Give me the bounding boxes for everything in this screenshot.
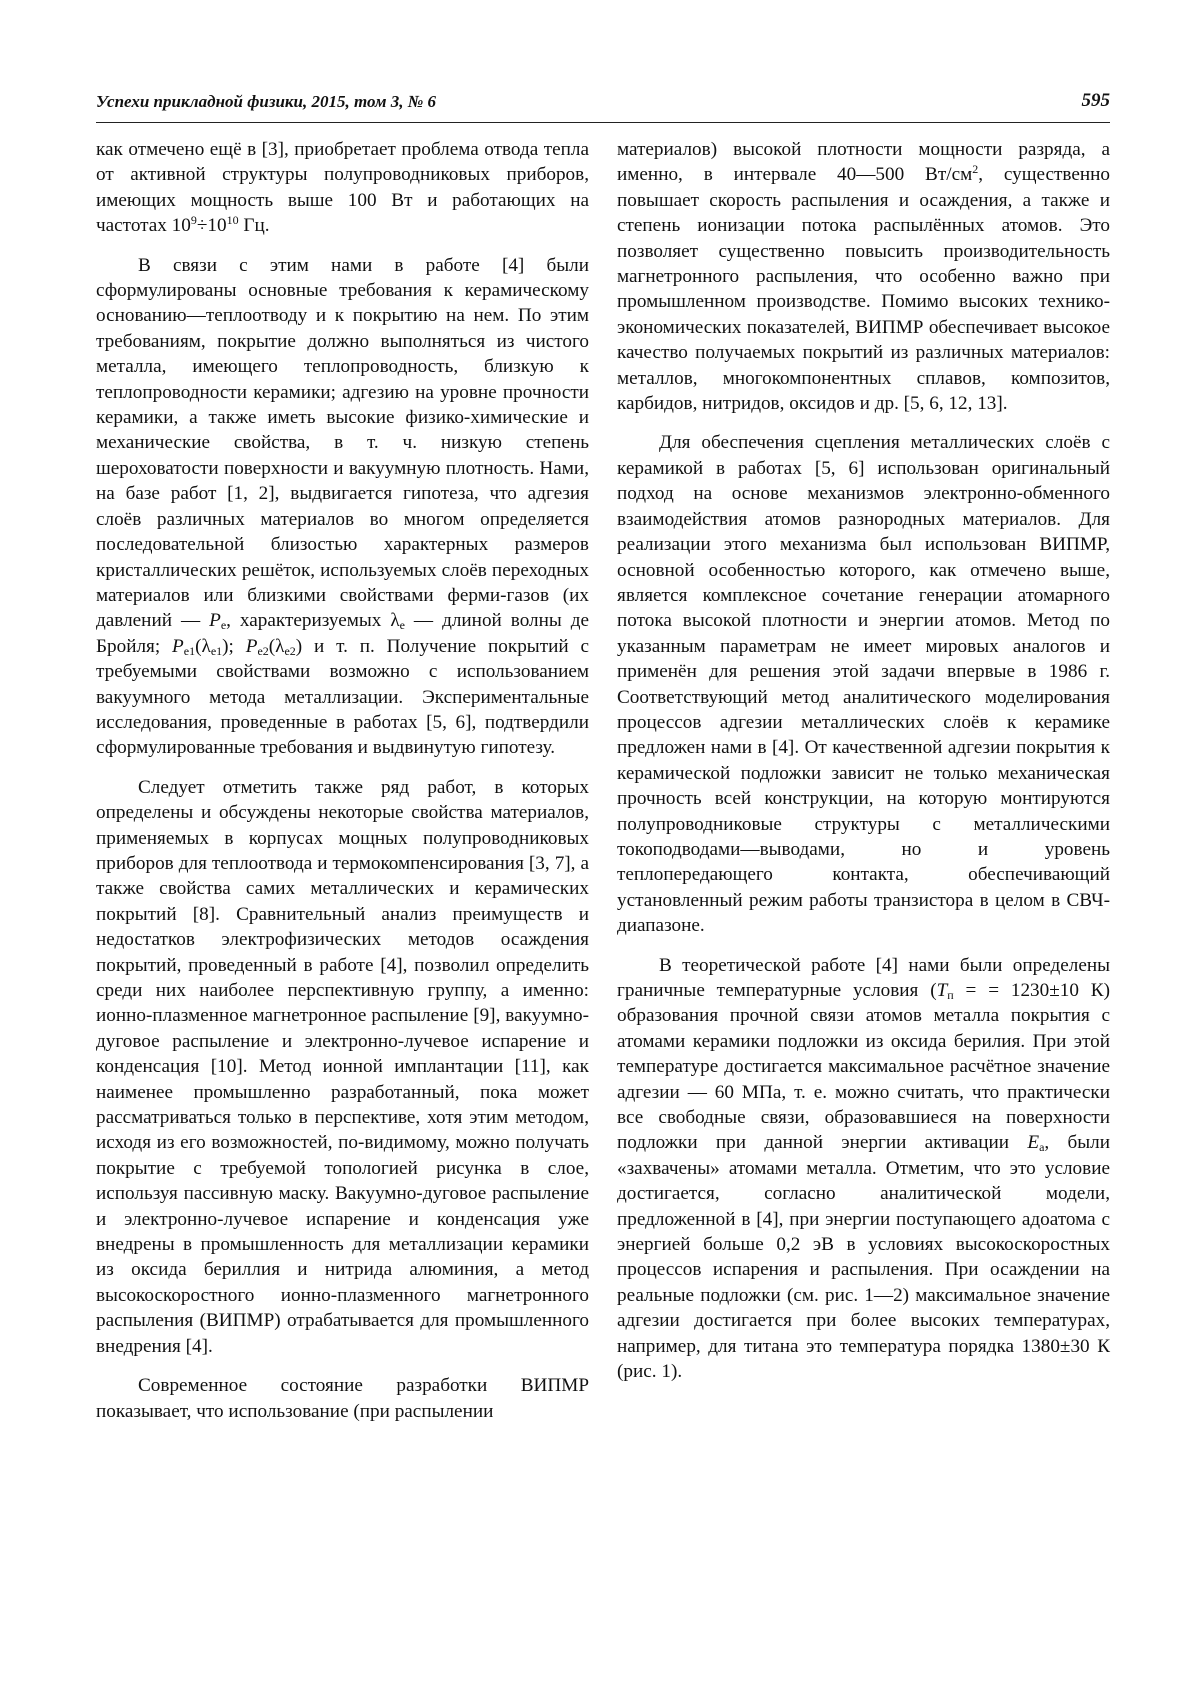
page-number: 595 — [1081, 90, 1110, 111]
right-column — [617, 137, 1110, 1385]
paragraph: В теоретической работе [4] нами были определены граничные температурные условия ($T_п$ = = 1230±10 К) образования прочной связи атомов металла покрытия с атомами керамики подложки из оксида берилия. При этой температуре достигается максимальное расчётное значение адгезии — 60 МПа, т. е. можно считать, что практически все свободные связи, образовавшиеся на поверхности подложки при данной энергии активации $E_а$, были «захвачены» атомами металла. Отметим, что это условие достигается, согласно аналитической модели, предложенной в [4], при энергии поступающего адоатома с энергией больше 0,2 эВ в условиях высокоскоростных процессов испарения и распыления. При осаждении на реальные подложки (см. рис. 1—2) максимальное значение адгезии достигается при более высоких температурах, например, для титана это температура порядка 1380±30 К (рис. 1). — [617, 954, 1110, 1383]
paragraph: В связи с этим нами в работе [4] были сформулированы основные требования к керамическому основанию—теплоотводу и к покрытию на нем. По этим требованиям, покрытие должно выполняться из чистого металла, имеющего теплопроводность, близкую к теплопроводности керамики; адгезию на уровне прочности керамики, а также иметь высокие физико-химические и механические свойства, в т. ч. низкую степень шероховатости поверхности и вакуумную плотность. Нами, на базе работ [1, 2], выдвигается гипотеза, что адгезия слоёв различных материалов во многом определяется последовательной близостью характерных размеров кристаллических решёток, используемых слоёв переходных материалов или близкими свойствами ферми-газов (их давлений — $P_е$, характеризуемых $\lambda_е$ — длиной волны де Бройля; $P_{е1}(\lambda_{е1})$; $P_{е2}(\lambda_{е2})$ и т. п. Получение покрытий с требуемыми свойствами возможно с использованием вакуумного метода металлизации. Экспериментальные исследования, проведенные в работах [5, 6], подтвердили сформулированные требования и выдвинутую гипотезу. — [96, 254, 590, 759]
paragraph: Современное состояние разработки ВИПМР показывает, что использование (при распылении — [96, 1375, 589, 1422]
paragraph: как отмечено ещё в [3], приобретает проблема отвода тепла от активной структуры полупроводниковых приборов, имеющих мощность выше 100 Вт и работающих на частотах $10^9\div 10^{10}$ Гц. — [96, 139, 589, 237]
left-column — [96, 137, 589, 1424]
running-header — [96, 92, 1110, 123]
paragraph: Следует отметить также ряд работ, в которых определены и обсуждены некоторые свойства материалов, применяемых в корпусах мощных полупроводниковых приборов для теплоотвода и термокомпенсирования [3, 7], а также свойства самих металлических и керамических покрытий [8]. Сравнительный анализ преимуществ и недостатков электрофизических методов осаждения покрытий, проведенный в работе [4], позволил определить среди них наиболее перспективную группу, а именно: ионно-плазменное магнетронное распыление [9], вакуумно-дуговое распыление и электронно-лучевое испарение и конденсация [10]. Метод ионной имплантации [11], как наименее промышленно разработанный, пока может рассматриваться только в перспективе, хотя этим методом, исходя из его возможностей, по-видимому, можно получать покрытие с требуемой топологией рисунка в слое, используя пассивную маску. Вакуумно-дуговое распыление и электронно-лучевое испарение и конденсация уже внедрены в промышленность для металлизации керамики из оксида бериллия и нитрида алюминия, а метод высокоскоростного ионно-плазменного магнетронного распыления (ВИПМР) отрабатывается для промышленного внедрения [4]. — [96, 776, 589, 1357]
journal-reference: Успехи прикладной физики, 2015, том 3, № 6 — [96, 92, 437, 111]
paragraph: Для обеспечения сцепления металлических слоёв с керамикой в работах [5, 6] использован оригинальный подход на основе механизмов электронно-обменного взаимодействия атомов разнородных материалов. Для реализации этого механизма был использован ВИПМР, основной особенностью которого, как отмечено выше, является комплексное сочетание генерации атомарного потока высокой плотности и энергии атомов. Метод по указанным параметрам не имеет мировых аналогов и применён для решения этой задачи впервые в 1986 г. Соответствующий метод аналитического моделирования процессов адгезии металлических слоёв к керамике предложен нами в [4]. От качественной адгезии покрытия к керамической подложки зависит не только механическая прочность всей конструкции, на которую монтируются полупроводниковые структуры с металлическими токоподводами—выводами, но и уровень теплопередающего контакта, обеспечивающий установленный режим работы транзистора в целом в СВЧ-диапазоне. — [617, 432, 1110, 937]
paragraph: материалов) высокой плотности мощности разряда, а именно, в интервале 40—500 $Вт/см^2$, существенно повышает скорость распыления и осаждения, а также и степень ионизации потока распылённых атомов. Это позволяет существенно повысить производительность магнетронного распыления, что особенно важно при промышленном производстве. Помимо высоких технико-экономических показателей, ВИПМР обеспечивает высокое качество получаемых покрытий из различных материалов: металлов, многокомпонентных сплавов, композитов, карбидов, нитридов, оксидов и др. [5, 6, 12, 13]. — [617, 139, 1110, 415]
